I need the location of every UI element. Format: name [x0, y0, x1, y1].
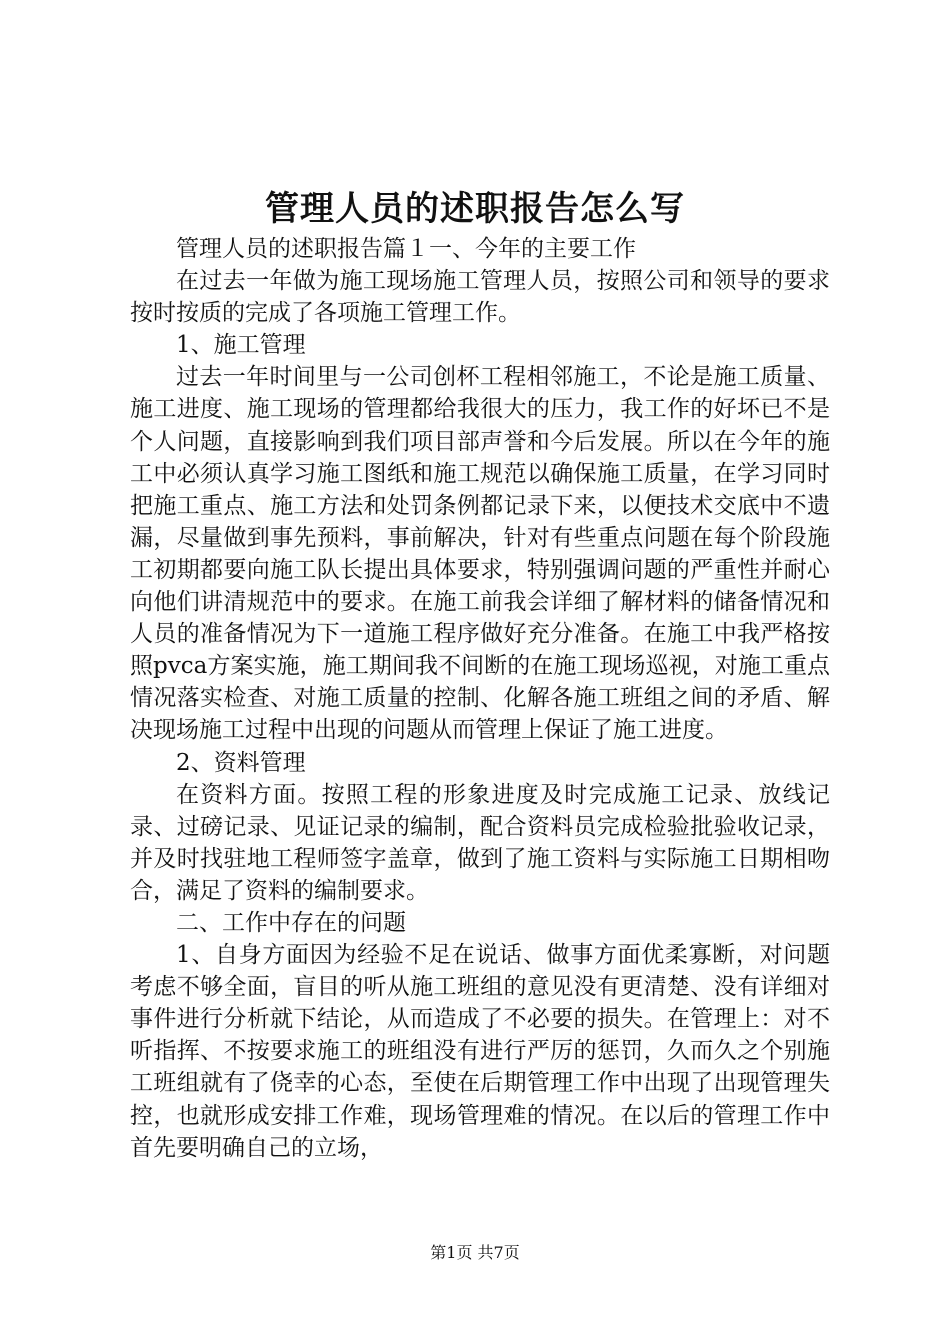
intro-paragraph: 在过去一年做为施工现场施工管理人员，按照公司和领导的要求按时按质的完成了各项施工管理工作。	[130, 268, 830, 327]
document-title: 管理人员的述职报告怎么写	[265, 189, 685, 229]
problems-paragraph: 1、自身方面因为经验不足在说话、做事方面优柔寡断，对问题考虑不够全面，盲目的听从施工班组的意见没有更清楚、没有详细对事件进行分析就下结论，从而造成了不必要的损失。在管理上：对不听指挥、不按要求施工的班组没有进行严厉的惩罚，久而久之个别施工班组就有了侥幸的心态，至使在后期管理工作中出现了出现管理失控，也就形成安排工作难，现场管理难的情况。在以后的管理工作中首先要明确自己的立场，	[130, 942, 830, 1161]
intro-heading: 管理人员的述职报告篇１一、今年的主要工作	[176, 236, 636, 262]
page-number-footer: 第1页 共7页	[430, 1243, 520, 1262]
section-heading-document-management: 2、资料管理	[176, 749, 306, 776]
document-management-paragraph: 在资料方面。按照工程的形象进度及时完成施工记录、放线记录、过磅记录、见证记录的编制，配合资料员完成检验批验收记录，并及时找驻地工程师签字盖章，做到了施工资料与实际施工日期相吻合，满足了资料的编制要求。	[130, 781, 830, 904]
document-body	[130, 233, 830, 1164]
construction-management-paragraph: 过去一年时间里与一公司创杯工程相邻施工，不论是施工质量、施工进度、施工现场的管理都给我很大的压力，我工作的好坏已不是个人问题，直接影响到我们项目部声誉和今后发展。所以在今年的施工中必须认真学习施工图纸和施工规范以确保施工质量，在学习同时把施工重点、施工方法和处罚条例都记录下来，以便技术交底中不遗漏，尽量做到事先预料，事前解决，针对有些重点问题在每个阶段施工初期都要向施工队长提出具体要求，特别强调问题的严重性并耐心向他们讲清规范中的要求。在施工前我会详细了解材料的储备情况和人员的准备情况为下一道施工程序做好充分准备。在施工中我严格按照pvca方案实施，施工期间我不间断的在施工现场巡视，对施工重点情况落实检查、对施工质量的控制、化解各施工班组之间的矛盾、解决现场施工过程中出现的问题从而管理上保证了施工进度。	[130, 364, 830, 744]
section-heading-construction-management: 1、施工管理	[176, 332, 306, 359]
section-heading-problems: 二、工作中存在的问题	[176, 909, 406, 936]
